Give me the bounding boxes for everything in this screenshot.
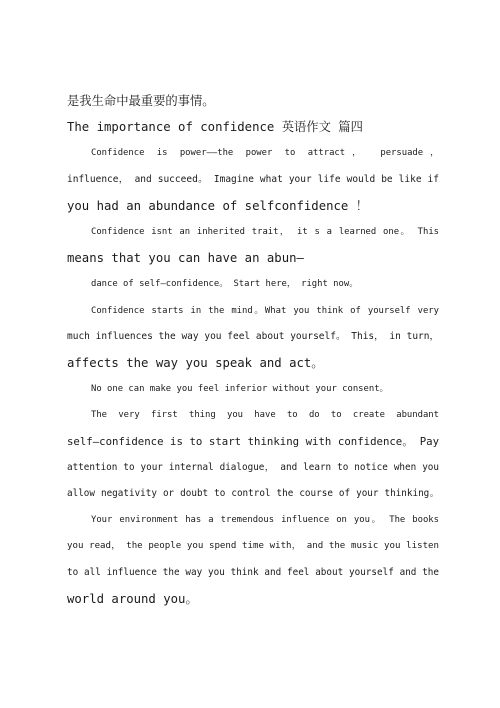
text-line: No one can make you feel inferior without your consent。 xyxy=(91,384,389,395)
text-line: world around you。 xyxy=(67,591,198,606)
text-line: Confidence isnt an inherited trait， it s a learned one。 This xyxy=(91,227,439,238)
text-line: you had an abundance of selfconfidence ！ xyxy=(67,198,369,213)
text-line: dance of self—confidence。 Start here， right now。 xyxy=(91,279,359,290)
text-line: attention to your internal dialogue， and learn to notice when you xyxy=(67,461,439,473)
text-line: 是我生命中最重要的事情。 xyxy=(67,94,215,108)
text-line: Confidence starts in the mind。What you think of yourself very xyxy=(91,305,439,316)
text-line: Your environment has a tremendous influence on you。 The books xyxy=(91,515,439,526)
text-line: affects the way you speak and act。 xyxy=(67,356,324,371)
text-line: influence， and succeed。 Imagine what your life would be like if xyxy=(67,173,439,185)
text-line: much influences the way you feel about yourself。 This， in turn， xyxy=(67,330,439,342)
text-line: to all influence the way you think and feel about yourself and the xyxy=(67,566,439,578)
text-line: you read， the people you spend time with， and the music you listen xyxy=(67,541,439,552)
document-body xyxy=(67,88,439,612)
text-line: means that you can have an abun— xyxy=(67,251,304,266)
section-title: The importance of confidence 英语作文 篇四 xyxy=(67,120,363,135)
text-line: self—confidence is to start thinking with confidence。 Pay xyxy=(67,434,439,448)
text-line: Confidence is power——the power to attract， persuade， xyxy=(91,148,439,159)
text-line: allow negativity or doubt to control the course of your thinking。 xyxy=(67,488,439,500)
text-line: The very first thing you have to do to create abundant xyxy=(91,410,439,421)
